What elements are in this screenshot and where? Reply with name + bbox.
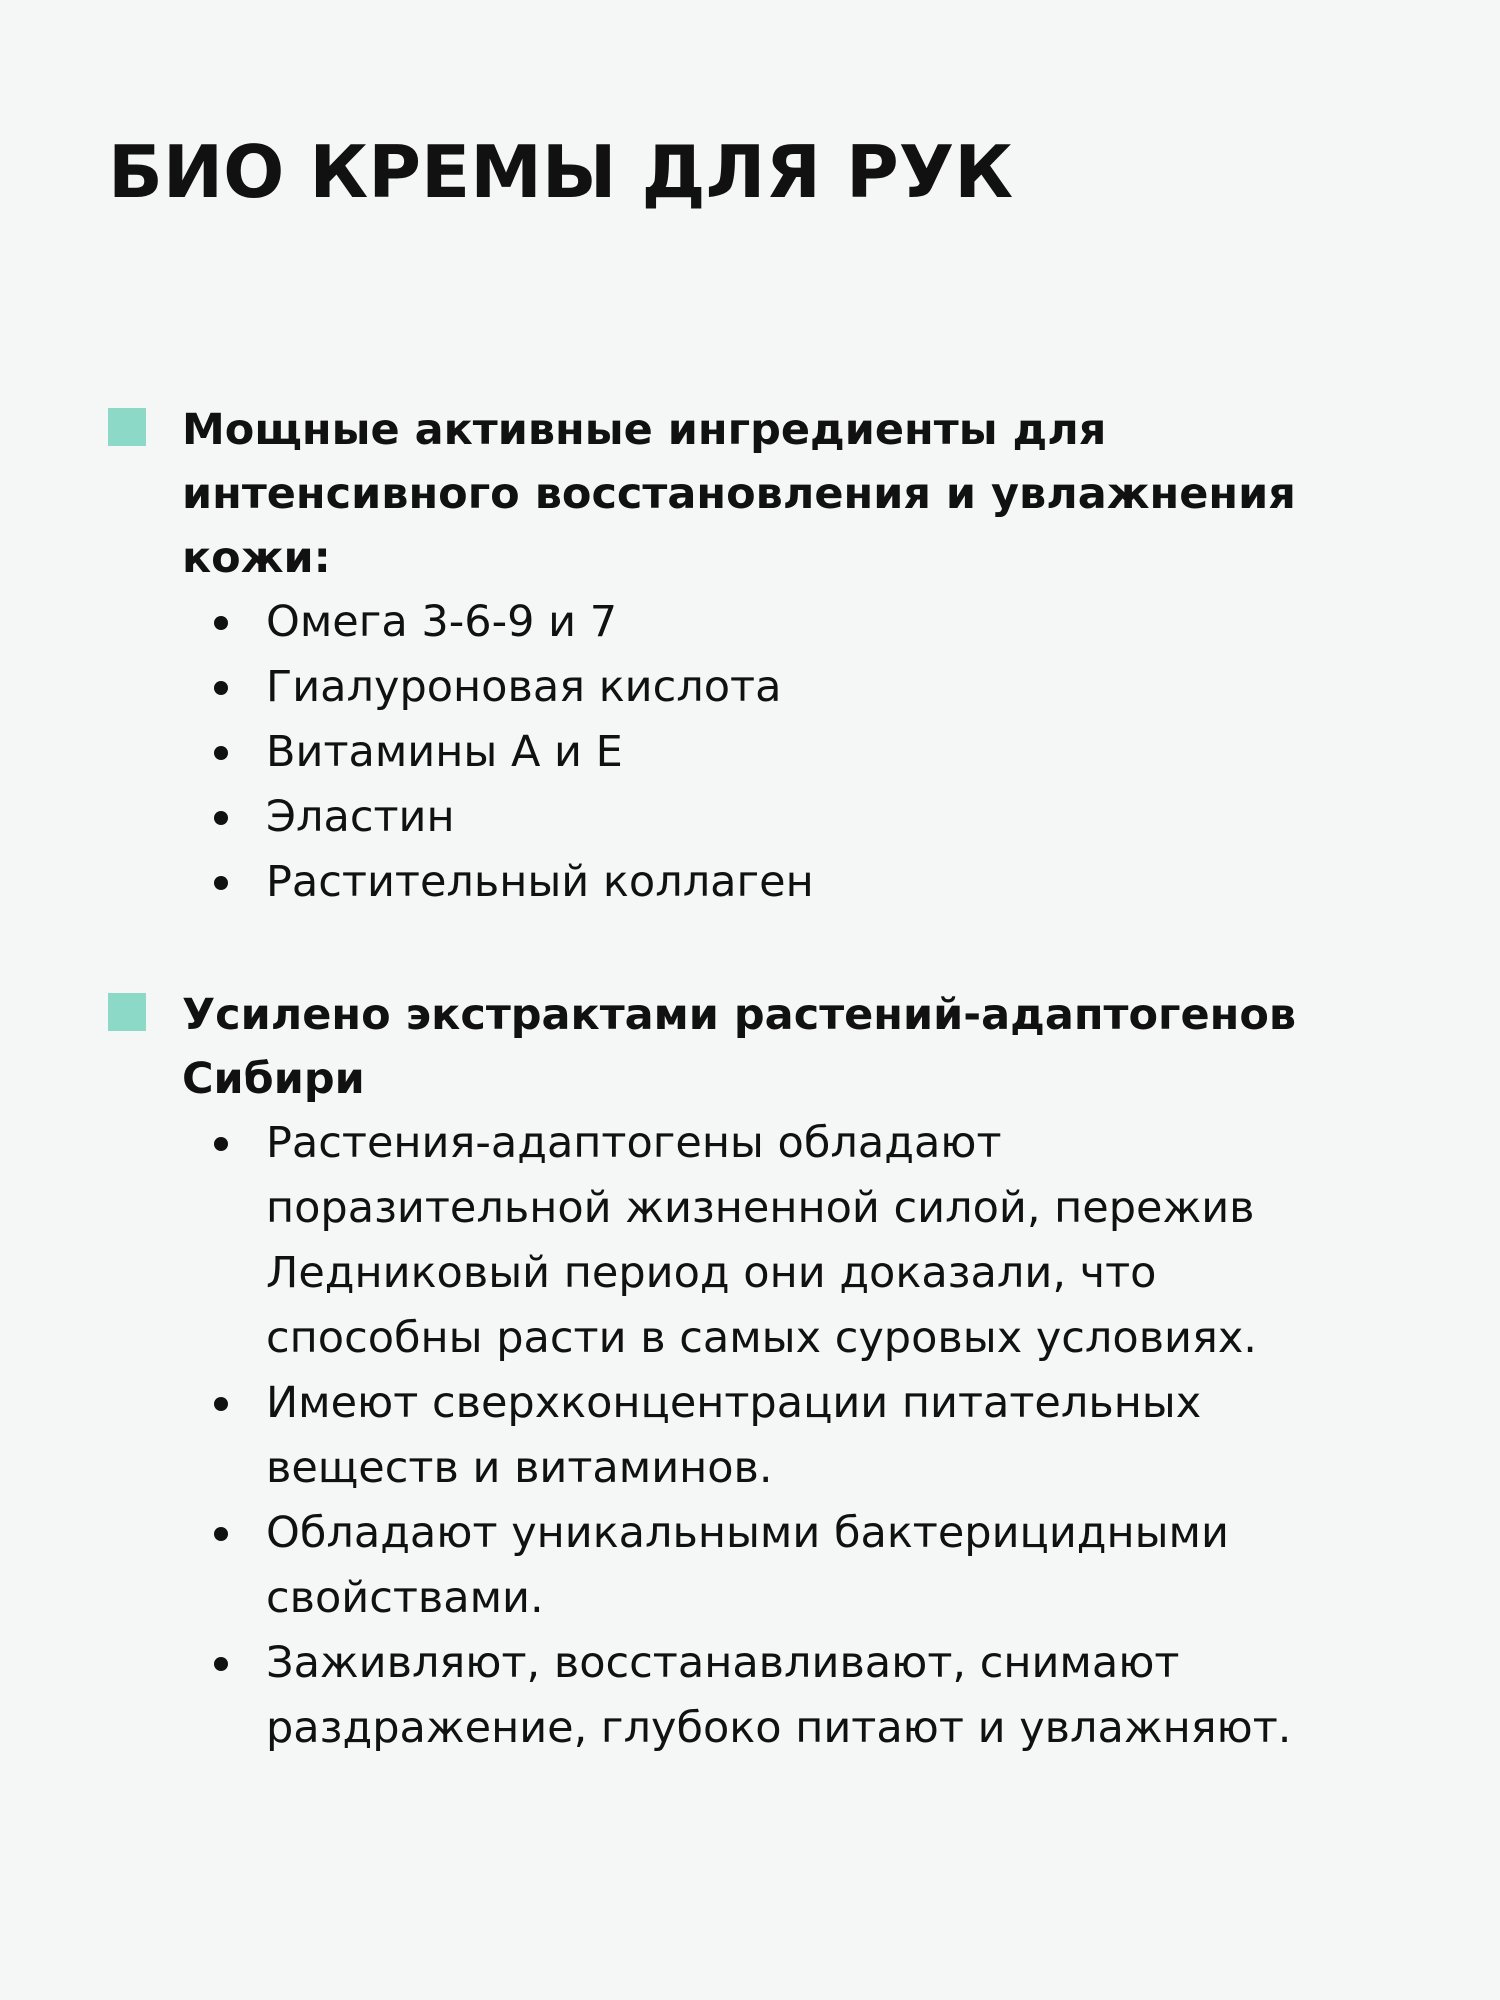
list-item-text: Растения-адаптогены обладают поразительной жизненной силой, пережив Ледниковый период они доказали, что способны расти в самых суровых условиях.	[266, 1118, 1257, 1363]
bullet-dot-icon	[214, 811, 228, 825]
list-item	[208, 1631, 1308, 1761]
bullet-dot-icon	[214, 1527, 228, 1541]
list-item	[208, 1111, 1308, 1371]
list-item	[208, 850, 1308, 915]
bullet-dot-icon	[214, 1137, 228, 1151]
list-item	[208, 720, 1308, 785]
list-item-text: Эластин	[266, 792, 455, 842]
list-item-text: Омега 3-6-9 и 7	[266, 597, 618, 647]
page-title: БИО КРЕМЫ ДЛЯ РУК	[108, 130, 1014, 214]
bullet-dot-icon	[214, 1397, 228, 1411]
bullet-dot-icon	[214, 1657, 228, 1671]
bullet-dot-icon	[214, 616, 228, 630]
bullet-dot-icon	[214, 746, 228, 760]
bullet-list	[108, 1111, 1418, 1761]
list-item	[208, 1371, 1308, 1501]
bullet-list	[108, 590, 1418, 915]
list-item-text: Имеют сверхконцентрации питательных веществ и витаминов.	[266, 1378, 1202, 1493]
list-item-text: Растительный коллаген	[266, 857, 814, 907]
list-item-text: Заживляют, восстанавливают, снимают раздражение, глубоко питают и увлажняют.	[266, 1638, 1292, 1753]
bullet-dot-icon	[214, 876, 228, 890]
list-item	[208, 655, 1308, 720]
square-bullet-icon	[108, 408, 146, 446]
list-item	[208, 590, 1308, 655]
list-item-text: Гиалуроновая кислота	[266, 662, 782, 712]
square-bullet-icon	[108, 993, 146, 1031]
list-item	[208, 1501, 1308, 1631]
section-ingredients	[108, 398, 1418, 915]
section-adaptogens	[108, 983, 1418, 1761]
section-heading: Мощные активные ингредиенты для интенсивного восстановления и увлажнения кожи:	[182, 405, 1296, 583]
list-item-text: Витамины А и Е	[266, 727, 623, 777]
list-item-text: Обладают уникальными бактерицидными свойствами.	[266, 1508, 1229, 1623]
bullet-dot-icon	[214, 681, 228, 695]
list-item	[208, 785, 1308, 850]
section-heading: Усилено экстрактами растений-адаптогенов Сибири	[182, 990, 1297, 1104]
